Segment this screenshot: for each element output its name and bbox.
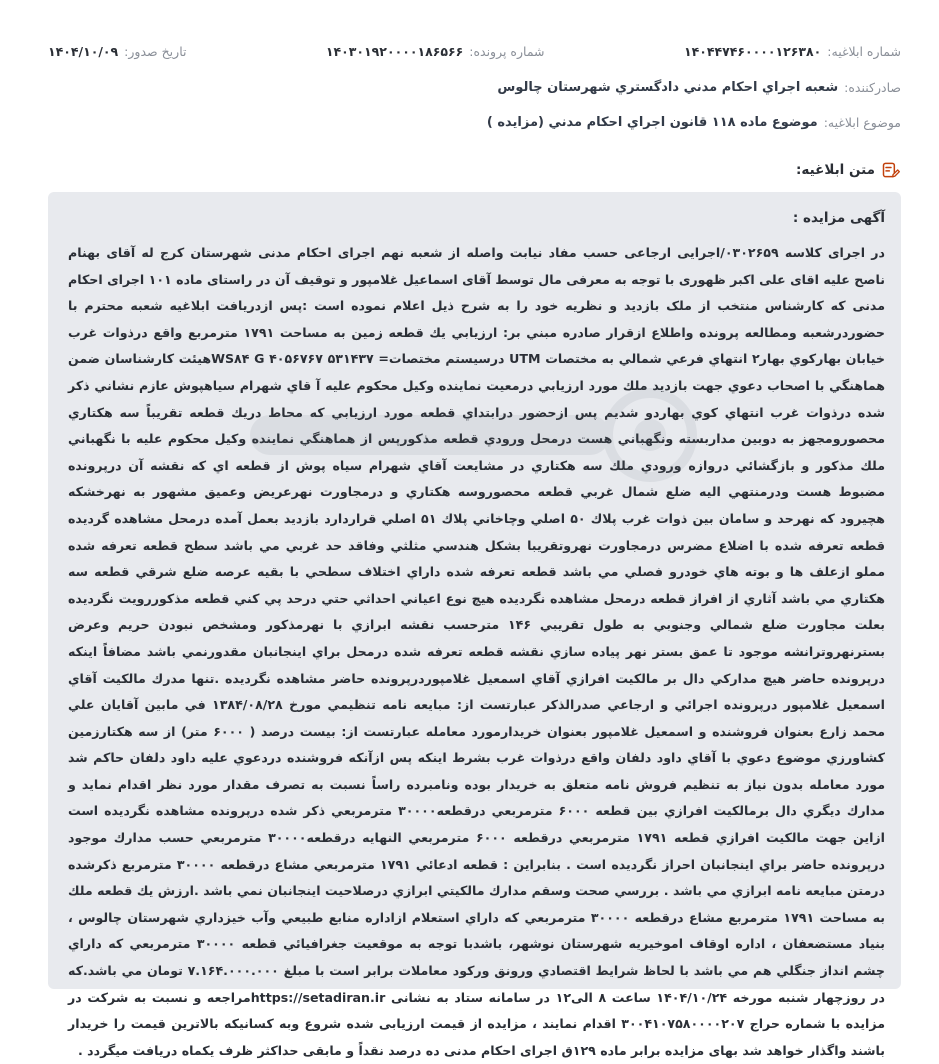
issue-date bbox=[48, 44, 186, 59]
subject-label: موضوع ابلاغيه: bbox=[823, 115, 901, 130]
subject-value: موضوع ماده ۱۱۸ قانون اجراي احکام مدني (مزايده ) bbox=[486, 115, 818, 130]
case-number-value: ۱۴۰۳۰۱۹۲۰۰۰۰۱۸۶۵۶۶ bbox=[325, 44, 464, 59]
notice-number-label: شماره ابلاغيه: bbox=[827, 44, 901, 59]
document-edit-icon bbox=[881, 160, 901, 180]
section-title bbox=[796, 160, 901, 180]
issue-date-label: تاريخ صدور: bbox=[124, 44, 187, 59]
notice-content-box bbox=[48, 192, 901, 1058]
section-title-text: متن ابلاغيه: bbox=[796, 162, 875, 178]
case-number-label: شماره پرونده: bbox=[469, 44, 545, 59]
case-number bbox=[326, 44, 545, 59]
issuer-value: شعبه اجراي احکام مدني دادگستري شهرستان چالوس bbox=[497, 80, 839, 95]
notice-number-value: ۱۴۰۴۴۷۴۶۰۰۰۰۱۲۶۳۸۰ bbox=[683, 44, 822, 59]
content-heading: آگهی مزایده : bbox=[792, 210, 885, 226]
notice-meta-row bbox=[48, 44, 901, 59]
issuer-row bbox=[48, 80, 901, 95]
content-body: در اجرای کلاسه ۰۳۰۲۶۵۹/اجرایی ارجاعی حسب مفاد نیابت واصله از شعبه نهم اجرای احکام مدنی شهرستان کرج له آقای بهنام ناصح علیه اقای علی اکبر ظهوری با توجه به معرفی مال توسط آقای اسماعیل غلامپور و توقیف آن در راستای ماده ۱۰۱ اجرای احکام مدنی که کارشناس منتخب از ملک بازدید و نظریه خود را به شرح ذیل اعلام نموده است :پس ازدريافت ابلاغيه شعبه محترم با حضوردرشعبه ومطالعه پرونده واطلاع ازقرار صادره مبني بر: ارزيابي يك قطعه زمين به مساحت ۱۷۹۱ مترمربع واقع درذوات غرب خيابان بهاركوي بهار۲ انتهاي فرعي شمالي به مختصات UTM درسيستم مختصات= WS۸۴ G ۴۰۵۶۷۶۷ ۵۳۱۴۳۷هيئت كارشناسان ضمن هماهنگي با اصحاب دعوي جهت بازديد ملك مورد ارزيابي درمعيت نماينده وكيل محكوم عليه آ قاي شهرام سياهپوش عازم نشاني ذكر شده درذوات غرب انتهاي كوي بهاردو شديم پس ازحضور درابتداي قطعه مورد ارزيابي كه محاط دريك قطعه تقريباً سه هكتاري محصورومجهز به دوبين مداربسته ونگهباني هست درمحل ورودي قطعه مذكورپس از هماهنگي نماينده وكيل محكوم عليه با نگهباني ملك مذكور و بازگشائي دروازه ورودي ملك سه هكتاري در مشايعت آقاي شهرام سياه پوش از قطعه اي كه نقشه آن درپرونده مضبوط هست ودرمنتهي اليه ضلع شمال غربي قطعه محصوروسه هكتاري و درمجاورت نهرعريض وعميق مشهور به نهرخشكه هچيرود كه نهرحد و سامان بين ذوات غرب پلاك ۵۰ اصلي وچاخاني پلاك ۵۱ اصلي قراردارد بازديد بعمل آمده درمحل مشاهده گرديده قطعه تعرفه شده با اضلاع مضرس درمجاورت نهروتقريبا بشكل هندسي مثلثي وفاقد حد غربي مي باشد سطح قطعه تعرفه شده مملو ازعلف ها و بوته هاي خودرو فصلي مي باشد قطعه تعرفه شده داراي اختلاف سطحي با بقيه عرصه ضلع شرقي قطعه سه هكتاري مي باشد آثاري از افراز قطعه درمحل مشاهده نگرديده هيچ نوع اعياني احداثي حتي درحد پي كني قطعه مذكوررويت نگرديده بعلت مجاورت ضلع شمالي وجنوبي به طول تقريبي ۱۴۶ مترحسب نقشه ابرازي با نهرمذكور ومشخص نبودن حريم وعرض بسترنهروترانشه موجود تا عمق بستر نهر پياده سازي نقشه قطعه تعرفه شده درمحل براي اينجانبان مقدورنمي باشد مضافاً اينكه درپرونده حاضر هيچ مداركي دال بر مالكيت افرازي آقاي اسمعيل غلامپوردرپرونده حاضر مشاهده نگرديده .تنها مدرك مالكيت آقاي اسمعيل غلامپور درپرونده اجرائي و ارجاعي صدرالذكر عبارتست از: مبايعه نامه تنظيمي مورخ ۱۳۸۴/۰۸/۲۸ في مابين آقايان علي محمد زارع بعنوان فروشنده و اسمعيل غلامپور بعنوان خريدارمورد معامله عبارتست از: بيست درصد ( ۶۰۰۰ متر) از سه هكتارزمين كشاورزي موضوع دعوي با آقاي داود دلفان واقع درذوات غرب بشرط اينكه پس ازآنكه فروشنده دردعوي عليه داود دلفان حاكم شد مورد معامله بدون نياز به تنظيم فروش نامه متعلق به خريدار بوده ونامبرده راساً نسبت به تصرف مقدار مورد نظر اقدام نمايد و مدارك ديگري دال برمالكيت افرازي بين قطعه ۶۰۰۰ مترمربعي درقطعه۳۰۰۰۰ مترمربعي ذكر شده درپرونده مشاهده نگرديده است ازاين جهت مالكيت افرازي قطعه ۱۷۹۱ مترمربعي درقطعه ۶۰۰۰ مترمربعي النهايه درقطعه۳۰۰۰۰ مترمربعي حسب مدارك موجود درپرونده حاضر براي اينجانبان احراز نگرديده است . بنابراين : قطعه ادعائي ۱۷۹۱ مترمربعي مشاع درقطعه ۳۰۰۰۰ مترمربع ذكرشده درمتن مبايعه نامه ابرازي مي باشد . بررسي صحت وسقم مدارك مالكيتي ابرازي درصلاحيت اينجانبان نمي باشد .ارزش يك قطعه ملك به مساحت ۱۷۹۱ مترمربع مشاع درقطعه ۳۰۰۰۰ مترمربعي كه داراي استعلام ازاداره منابع طبيعي وآب خيزداري شهرستان چالوس ، بنياد مستضعفان ، اداره اوقاف اموخيريه شهرستان نوشهر، باشدبا توجه به موقعيت جغرافيائي قطعه ۳۰۰۰۰ مترمربعي كه داراي چشم انداز جنگلي هم مي باشد با لحاظ شرايط اقتصادي ورونق وركود معاملات برابر است با مبلغ ۷.۱۶۴.۰۰۰.۰۰۰ تومان مي باشد.که در روزچهار شنبه مورخه ۱۴۰۴/۱۰/۲۴ ساعت ۸ الی۱۲ در سامانه ستاد به نشانی https://setadiran.irمراجعه و نسبت به شرکت در مزایده با شماره حراج ۳۰۰۴۱۰۷۵۸۰۰۰۰۲۰۷ اقدام نمایند ، مزایده از قیمت ارزیابی شده شروع وبه کسانیکه بالاترین قیمت را خریدار باشند واگذار خواهد شد بهای مزایده برابر ماده ۱۲۹ق اجرای احکام مدنی ده درصد نقداً و مابقی حداکثر ظرف یکماه دریافت میگردد . bbox=[68, 245, 886, 1058]
notice-number bbox=[684, 44, 901, 59]
issue-date-value: ۱۴۰۴/۱۰/۰۹ bbox=[48, 44, 119, 59]
issuer-label: صادرکننده: bbox=[844, 80, 901, 95]
subject-row bbox=[48, 115, 901, 130]
